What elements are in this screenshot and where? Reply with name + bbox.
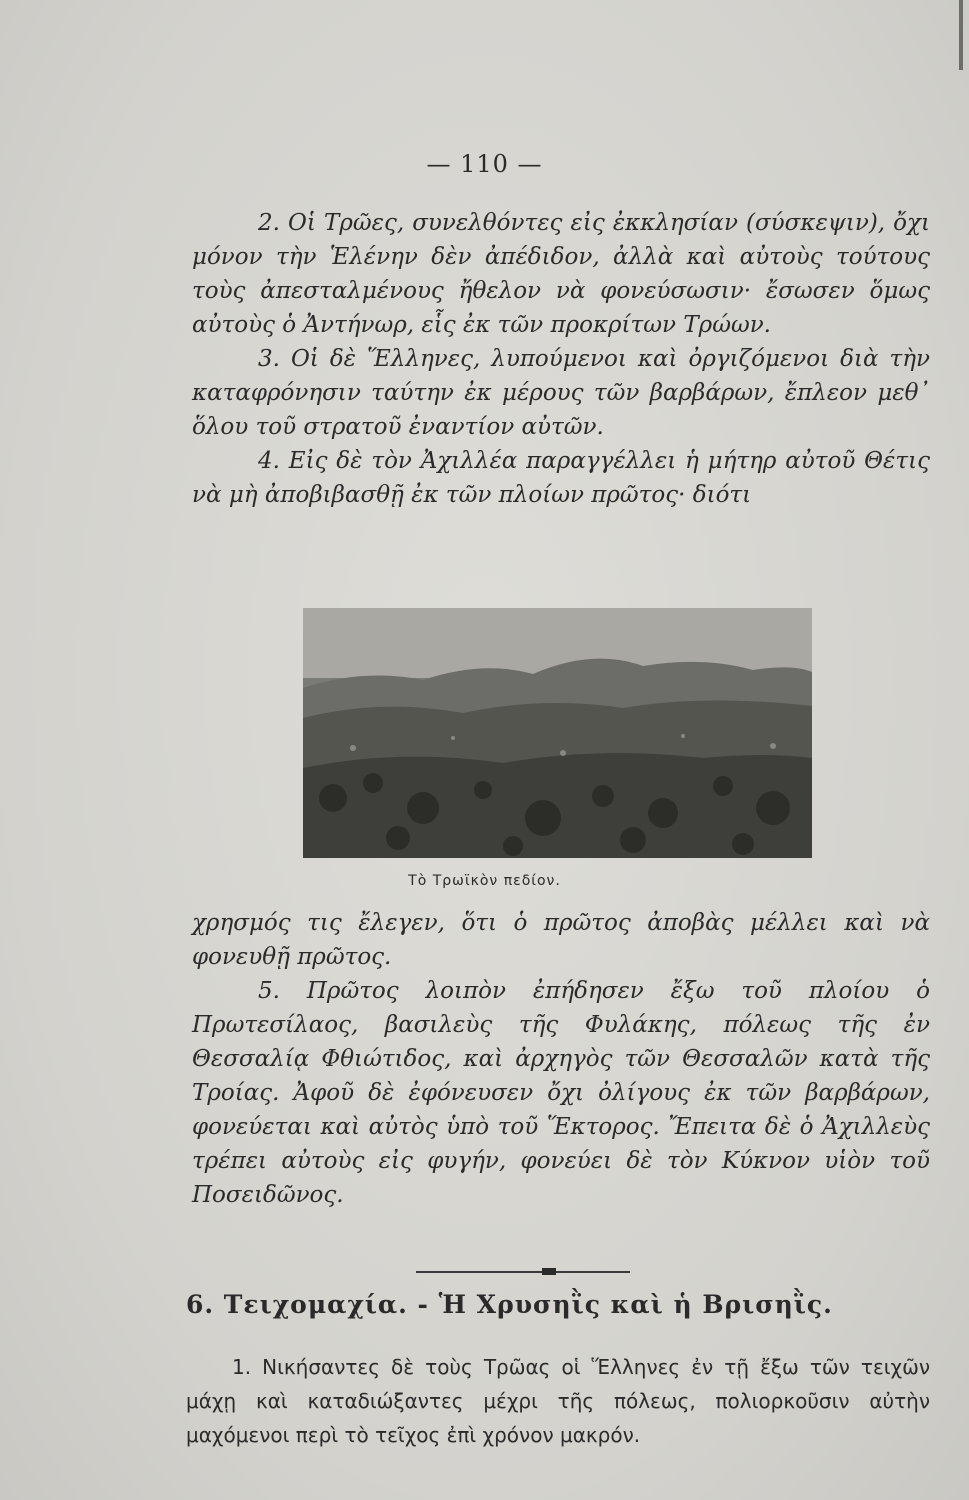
text-block-top bbox=[192, 206, 930, 512]
section-divider-ornament bbox=[542, 1268, 556, 1275]
paragraph-3: 3. Οἱ δὲ Ἕλληνες, λυπούμενοι καὶ ὀργιζόμενοι διὰ τὴν καταφρόνησιν ταύτην ἐκ μέρους τῶν βαρβάρων, ἔπλεον μεθ᾽ ὅλου τοῦ στρατοῦ ἐναντίον αὐτῶν. bbox=[192, 346, 930, 440]
paragraph-4: 4. Εἰς δὲ τὸν Ἀχιλλέα παραγγέλλει ἡ μήτηρ αὐτοῦ Θέτις νὰ μὴ ἀποβιβασθῇ ἐκ τῶν πλοίων πρῶτος· διότι bbox=[192, 448, 930, 508]
paragraph-2: 2. Οἱ Τρῶες, συνελθόντες εἰς ἐκκλησίαν (σύσκεψιν), ὄχι μόνον τὴν Ἑλένην δὲν ἀπέδιδον, ἀλλὰ καὶ αὐτοὺς τούτους τοὺς ἀπεσταλμένους ἤθελον νὰ φονεύσωσιν· ἔσωσεν ὅμως αὐτοὺς ὁ Ἀντήνωρ, εἷς ἐκ τῶν προκρίτων Τρώων. bbox=[192, 210, 930, 338]
trojan-plain-illustration bbox=[303, 608, 812, 858]
paragraph-5: 5. Πρῶτος λοιπὸν ἐπήδησεν ἔξω τοῦ πλοίου ὁ Πρωτεσίλαος, βασιλεὺς τῆς Φυλάκης, πόλεως τῆς ἐν Θεσσαλίᾳ Φθιώτιδος, καὶ ἀρχηγὸς τῶν Θεσσαλῶν κατὰ τῆς Τροίας. Ἀφοῦ δὲ ἐφόνευσεν ὄχι ὀλίγους ἐκ τῶν βαρβάρων, φονεύεται καὶ αὐτὸς ὑπὸ τοῦ Ἕκτορος. Ἔπειτα δὲ ὁ Ἀχιλλεὺς τρέπει αὐτοὺς εἰς φυγήν, φονεύει δὲ τὸν Κύκνον υἱὸν τοῦ Ποσειδῶνος. bbox=[192, 978, 930, 1208]
landscape-engraving bbox=[303, 608, 812, 858]
page-number: — 110 — bbox=[426, 150, 543, 178]
section-body bbox=[186, 1350, 930, 1452]
text-block-middle bbox=[192, 906, 930, 1212]
figure-caption: Τὸ Τρωϊκὸν πεδίον. bbox=[408, 873, 561, 889]
section-paragraph-1: 1. Νικήσαντες δὲ τοὺς Τρῶας οἱ Ἕλληνες ἐν τῇ ἔξω τῶν τειχῶν μάχῃ καὶ καταδιώξαντες μέχρι τῆς πόλεως, πολιορκοῦσιν αὐτὴν μαχόμενοι περὶ τὸ τεῖχος ἐπὶ χρόνον μακρόν. bbox=[186, 1355, 930, 1447]
page-edge-shadow bbox=[959, 0, 963, 70]
section-heading: 6. Τειχομαχία. - Ἡ Χρυσηῒς καὶ ἡ Βρισηῒς. bbox=[186, 1290, 833, 1319]
section-divider bbox=[416, 1271, 630, 1273]
paragraph-4-continued: χρησμός τις ἔλεγεν, ὅτι ὁ πρῶτος ἀποβὰς μέλλει καὶ νὰ φονευθῇ πρῶτος. bbox=[192, 910, 930, 970]
